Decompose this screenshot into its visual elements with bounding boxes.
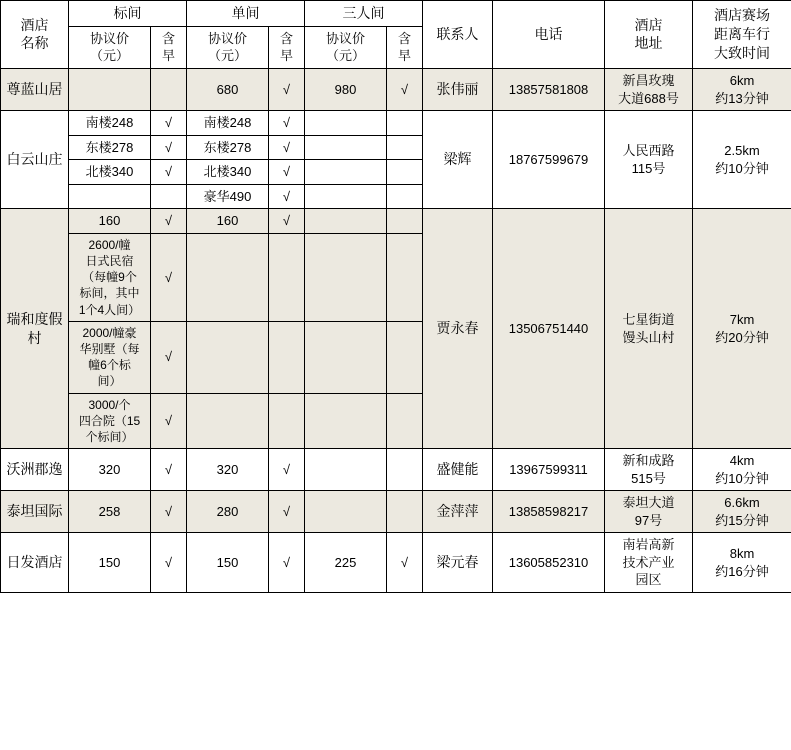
hotel-name-cell: 白云山庄 xyxy=(1,111,69,209)
triple-breakfast-cell xyxy=(387,491,423,533)
table-body xyxy=(1,68,791,592)
triple-breakfast-cell xyxy=(387,321,423,393)
header-single-price: 协议价 （元） xyxy=(187,26,269,68)
triple-price-cell xyxy=(305,491,387,533)
triple-price-cell xyxy=(305,233,387,321)
cell-line: 幢6个标 xyxy=(88,358,131,373)
triple-breakfast-cell xyxy=(387,184,423,209)
header-single-room: 单间 xyxy=(187,1,305,27)
cell-line: 华别墅（每 xyxy=(79,341,140,356)
phone-cell: 13506751440 xyxy=(493,209,605,449)
single-price-cell xyxy=(187,321,269,393)
phone-cell: 13857581808 xyxy=(493,68,605,110)
single-price-cell: 北楼340 xyxy=(187,160,269,185)
single-price-cell: 东楼278 xyxy=(187,135,269,160)
phone-cell: 13605852310 xyxy=(493,533,605,593)
cell-line: 日式民宿 xyxy=(85,254,134,268)
cell-line: 115号 xyxy=(631,160,666,176)
address-cell xyxy=(605,111,693,209)
header-triple-breakfast: 含 早 xyxy=(387,26,423,68)
standard-price-cell: 258 xyxy=(69,491,151,533)
standard-breakfast-cell: √ xyxy=(151,111,187,136)
contact-cell: 梁辉 xyxy=(423,111,493,209)
cell-line: 四合院（15 xyxy=(78,413,141,428)
cell-line: 约15分钟 xyxy=(715,512,769,528)
triple-price-cell xyxy=(305,160,387,185)
cell-line: 新昌玫瑰 xyxy=(622,72,675,88)
header-hotel-name: 酒店 名称 xyxy=(1,1,69,69)
table-row xyxy=(1,449,791,491)
address-cell xyxy=(605,68,693,110)
single-breakfast-cell: √ xyxy=(269,68,305,110)
standard-price-cell xyxy=(69,393,151,449)
cell-line: 约10分钟 xyxy=(715,160,769,176)
header-standard-breakfast: 含 早 xyxy=(151,26,187,68)
single-price-cell: 680 xyxy=(187,68,269,110)
hotel-name-cell xyxy=(1,209,69,449)
cell-line: 97号 xyxy=(634,512,663,528)
single-breakfast-cell xyxy=(269,233,305,321)
distance-cell xyxy=(693,533,791,593)
triple-price-cell xyxy=(305,393,387,449)
single-breakfast-cell: √ xyxy=(269,111,305,136)
triple-price-cell xyxy=(305,449,387,491)
single-price-cell: 160 xyxy=(187,209,269,234)
contact-cell: 贾永春 xyxy=(423,209,493,449)
header-triple-room: 三人间 xyxy=(305,1,423,27)
standard-price-cell: 北楼340 xyxy=(69,160,151,185)
single-breakfast-cell: √ xyxy=(269,209,305,234)
cell-line: 约16分钟 xyxy=(715,563,769,579)
standard-breakfast-cell: √ xyxy=(151,449,187,491)
cell-line: 间） xyxy=(97,374,122,389)
contact-cell: 梁元春 xyxy=(423,533,493,593)
triple-price-cell xyxy=(305,184,387,209)
single-breakfast-cell: √ xyxy=(269,491,305,533)
standard-price-cell: 南楼248 xyxy=(69,111,151,136)
contact-cell: 张伟丽 xyxy=(423,68,493,110)
address-cell xyxy=(605,491,693,533)
cell-line: 3000/个 xyxy=(88,397,131,412)
triple-price-cell: 980 xyxy=(305,68,387,110)
cell-line: 馒头山村 xyxy=(622,329,675,345)
header-phone: 电话 xyxy=(493,1,605,69)
table-row xyxy=(1,111,791,136)
cell-line: 泰坦大道 xyxy=(622,495,675,511)
single-breakfast-cell xyxy=(269,393,305,449)
triple-breakfast-cell xyxy=(387,111,423,136)
triple-price-cell xyxy=(305,321,387,393)
standard-breakfast-cell: √ xyxy=(151,321,187,393)
cell-line: 瑞和度假 xyxy=(6,310,63,327)
triple-price-cell xyxy=(305,111,387,136)
single-price-cell: 280 xyxy=(187,491,269,533)
cell-line: 技术产业 xyxy=(622,554,675,570)
cell-line: 7km xyxy=(729,312,755,328)
header-standard-price: 协议价 （元） xyxy=(69,26,151,68)
triple-breakfast-cell xyxy=(387,209,423,234)
standard-price-cell: 320 xyxy=(69,449,151,491)
standard-price-cell: 150 xyxy=(69,533,151,593)
cell-line: 6km xyxy=(729,72,755,88)
triple-breakfast-cell xyxy=(387,233,423,321)
hotel-name-cell: 尊蓝山居 xyxy=(1,68,69,110)
table-row xyxy=(1,533,791,593)
cell-line: 2.5km xyxy=(724,143,760,159)
cell-line: 6.6km xyxy=(724,495,760,511)
standard-breakfast-cell: √ xyxy=(151,393,187,449)
standard-breakfast-cell: √ xyxy=(151,209,187,234)
cell-line: 村 xyxy=(27,329,42,346)
single-breakfast-cell: √ xyxy=(269,135,305,160)
cell-line: （每幢9个 xyxy=(82,270,137,285)
single-breakfast-cell: √ xyxy=(269,184,305,209)
standard-breakfast-cell: √ xyxy=(151,135,187,160)
single-price-cell xyxy=(187,233,269,321)
single-breakfast-cell xyxy=(269,321,305,393)
distance-cell xyxy=(693,449,791,491)
cell-line: 1个4人间） xyxy=(78,302,141,317)
triple-price-cell xyxy=(305,135,387,160)
single-price-cell: 320 xyxy=(187,449,269,491)
single-breakfast-cell: √ xyxy=(269,449,305,491)
standard-price-cell: 东楼278 xyxy=(69,135,151,160)
cell-line: 大道688号 xyxy=(618,90,679,106)
cell-line: 南岩高新 xyxy=(622,537,675,553)
table-row xyxy=(1,68,791,110)
single-price-cell: 豪华490 xyxy=(187,184,269,209)
distance-cell xyxy=(693,491,791,533)
standard-breakfast-cell: √ xyxy=(151,233,187,321)
cell-line: 2000/幢豪 xyxy=(82,325,137,340)
distance-cell xyxy=(693,111,791,209)
distance-cell xyxy=(693,209,791,449)
table-row xyxy=(1,491,791,533)
cell-line: 新和成路 xyxy=(622,453,675,469)
cell-line: 4km xyxy=(729,453,755,469)
single-breakfast-cell: √ xyxy=(269,160,305,185)
standard-price-cell xyxy=(69,68,151,110)
cell-line: 8km xyxy=(729,546,755,562)
phone-cell: 13967599311 xyxy=(493,449,605,491)
triple-price-cell xyxy=(305,209,387,234)
cell-line: 人民西路 xyxy=(622,143,675,159)
single-price-cell: 150 xyxy=(187,533,269,593)
standard-breakfast-cell: √ xyxy=(151,533,187,593)
header-standard-room: 标间 xyxy=(69,1,187,27)
cell-line: 约10分钟 xyxy=(715,470,769,486)
cell-line: 七星街道 xyxy=(622,312,675,328)
table-header xyxy=(1,1,791,69)
triple-breakfast-cell xyxy=(387,449,423,491)
table-row xyxy=(1,209,791,234)
contact-cell: 盛健能 xyxy=(423,449,493,491)
distance-cell xyxy=(693,68,791,110)
standard-price-cell xyxy=(69,233,151,321)
address-cell xyxy=(605,533,693,593)
hotel-name-cell: 日发酒店 xyxy=(1,533,69,593)
header-contact: 联系人 xyxy=(423,1,493,69)
cell-line: 2600/幢 xyxy=(88,237,131,252)
header-address: 酒店 地址 xyxy=(605,1,693,69)
triple-price-cell: 225 xyxy=(305,533,387,593)
standard-breakfast-cell: √ xyxy=(151,160,187,185)
phone-cell: 18767599679 xyxy=(493,111,605,209)
standard-price-cell xyxy=(69,321,151,393)
triple-breakfast-cell: √ xyxy=(387,68,423,110)
triple-breakfast-cell: √ xyxy=(387,533,423,593)
header-single-breakfast: 含 早 xyxy=(269,26,305,68)
triple-breakfast-cell xyxy=(387,135,423,160)
address-cell xyxy=(605,209,693,449)
single-price-cell: 南楼248 xyxy=(187,111,269,136)
header-distance: 酒店赛场 距离车行 大致时间 xyxy=(693,1,791,69)
standard-breakfast-cell xyxy=(151,184,187,209)
standard-price-cell xyxy=(69,184,151,209)
hotel-name-cell: 泰坦国际 xyxy=(1,491,69,533)
cell-line: 约20分钟 xyxy=(715,329,769,345)
header-triple-price: 协议价 （元） xyxy=(305,26,387,68)
cell-line: 标间，其中 xyxy=(79,286,140,301)
standard-price-cell: 160 xyxy=(69,209,151,234)
hotel-name-cell: 沃洲郡逸 xyxy=(1,449,69,491)
cell-line: 园区 xyxy=(635,572,662,588)
cell-line: 约13分钟 xyxy=(715,90,769,106)
table-header-row-1 xyxy=(1,1,791,27)
standard-breakfast-cell xyxy=(151,68,187,110)
address-cell xyxy=(605,449,693,491)
phone-cell: 13858598217 xyxy=(493,491,605,533)
single-breakfast-cell: √ xyxy=(269,533,305,593)
triple-breakfast-cell xyxy=(387,160,423,185)
contact-cell: 金萍萍 xyxy=(423,491,493,533)
standard-breakfast-cell: √ xyxy=(151,491,187,533)
triple-breakfast-cell xyxy=(387,393,423,449)
cell-line: 个标间） xyxy=(85,429,134,444)
single-price-cell xyxy=(187,393,269,449)
cell-line: 515号 xyxy=(631,470,666,486)
